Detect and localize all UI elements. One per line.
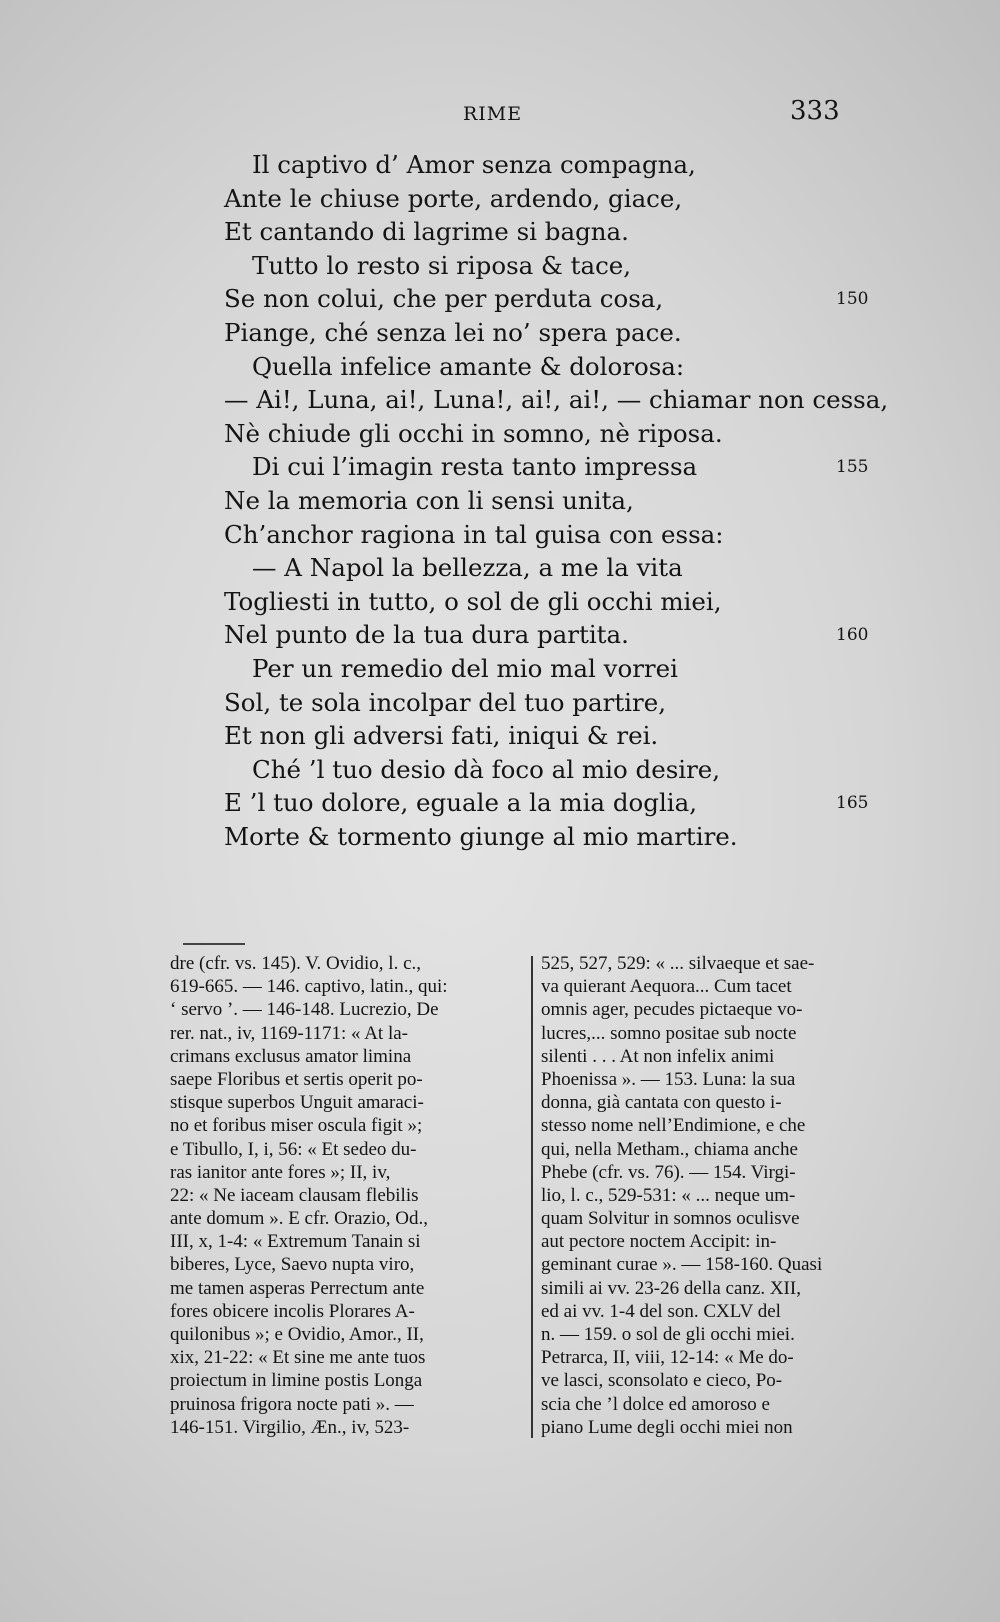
footnote-line: stisque superbos Unguit amaraci- [170,1092,424,1114]
footnote-line: Phoenissa ». — 153. Luna: la sua [541,1068,796,1090]
footnote-line: me tamen asperas Perrectum ante [170,1277,425,1299]
footnote-line: no et foribus miser oscula figit »; [170,1115,423,1137]
footnote-line: rer. nat., iv, 1169-1171: « At la- [170,1022,408,1044]
footnote-line: quilonibus »; e Ovidio, Amor., II, [170,1324,424,1345]
footnote-line: biberes, Lyce, Saevo nupta viro, [170,1254,415,1276]
footnote-line: geminant curae ». — 158-160. Quasi [541,1254,823,1276]
footnote-line: proiectum in limine postis Longa [170,1370,423,1392]
footnote-line: III, x, 1-4: « Extremum Tanain si [170,1231,421,1253]
footnote-line: quam Solvitur in somnos oculisve [541,1208,800,1230]
verse-line: Il captivo d’ Amor senza compagna, [252,150,696,179]
verse-line: E ’l tuo dolore, eguale a la mia doglia, [224,788,698,818]
verse-line: Piange, ché senza lei no’ spera pace. [224,318,682,347]
footnote-line: lio, l. c., 529-531: « ... neque um- [541,1184,796,1206]
footnote-line: ante domum ». E cfr. Orazio, Od., [170,1208,429,1230]
verse-line: Se non colui, che per perduta cosa, [224,284,664,314]
line-number: 160 [836,625,869,646]
footnote-line: simili ai vv. 23-26 della canz. XII, [541,1277,801,1299]
footnote-line: Phebe (cfr. vs. 76). — 154. Virgi- [541,1161,796,1183]
footnote-line: ve lasci, sconsolato e cieco, Po- [541,1370,783,1392]
verse-line: Ch’anchor ragiona in tal guisa con essa: [224,519,724,549]
footnote-line: scia che ’l dolce ed amoroso e [541,1393,770,1415]
footnote-line: ‘ servo ’. — 146-148. Lucrezio, De [170,999,439,1021]
footnote-line: ed ai vv. 1-4 del son. CXLV del [541,1300,781,1322]
footnote-line: aut pectore noctem Accipit: in- [541,1231,777,1253]
footnote-line: ras ianitor ante fores »; II, iv, [170,1161,391,1183]
footnote-line: omnis ager, pecudes pictaeque vo- [541,999,803,1021]
line-number: 165 [836,793,869,814]
footnote-line: Petrarca, II, viii, 12-14: « Me do- [541,1347,794,1369]
footnotes-left-column [170,952,515,1439]
footnote-line: silenti . . . At non infelix animi [541,1045,775,1067]
verse-line: Tutto lo resto si riposa & tace, [252,250,632,280]
footnote-line: e Tibullo, I, i, 56: « Et sedeo du- [170,1138,417,1160]
footnote-line: dre (cfr. vs. 145). V. Ovidio, l. c., [170,953,422,974]
footnote-line: 525, 527, 529: « ... silvaeque et sae- [541,953,815,974]
footnote-line: lucres,... somno positae sub nocte [541,1022,797,1044]
footnote-column-divider [531,956,533,1438]
verse-line: Et cantando di lagrime si bagna. [224,217,629,247]
verse-line: Quella infelice amante & dolorosa: [252,351,685,381]
footnote-line: saepe Floribus et sertis operit po- [170,1068,423,1090]
footnote-line: xix, 21-22: « Et sine me ante tuos [170,1347,426,1369]
footnote-rule [183,943,245,945]
footnote-line: fores obicere incolis Plorares A- [170,1300,415,1322]
verse-line: — A Napol la bellezza, a me la vita [252,553,683,583]
verse-line: Ne la memoria con li sensi unita, [224,486,634,515]
footnote-line: 619-665. — 146. captivo, latin., qui: [170,976,448,998]
footnotes-right-column [541,952,907,1439]
verse-line: Togliesti in tutto, o sol de gli occhi miei, [224,586,722,616]
footnote-line: pruinosa frigora nocte pati ». — [170,1393,414,1415]
footnote-line: n. — 159. o sol de gli occhi miei. [541,1324,795,1345]
verse-line: Morte & tormento giunge al mio martire. [224,822,738,851]
verse-line: Ché ’l tuo desio dà foco al mio desire, [252,754,721,784]
footnote-line: donna, già cantata con questo i- [541,1092,782,1114]
verse-line: Di cui l’imagin resta tanto impressa [252,452,698,482]
line-number: 155 [836,457,869,478]
footnote-line: piano Lume degli occhi miei non [541,1416,793,1438]
verse-line: Nel punto de la tua dura partita. [224,620,629,650]
footnote-line: va quierant Aequora... Cum tacet [541,976,792,998]
page-number: 333 [790,96,840,126]
verse-line: Sol, te sola incolpar del tuo partire, [224,687,666,717]
footnote-line: stesso nome nell’Endimione, e che [541,1115,806,1137]
verse-line: Nè chiude gli occhi in somno, nè riposa. [224,418,723,448]
footnote-line: 146-151. Virgilio, Æn., iv, 523- [170,1416,410,1438]
footnote-line: 22: « Ne iaceam clausam flebilis [170,1184,419,1206]
footnote-line: crimans exclusus amator limina [170,1045,412,1067]
verse-line: Ante le chiuse porte, ardendo, giace, [224,183,683,213]
running-title: RIME [463,103,523,125]
verse-line: Per un remedio del mio mal vorrei [252,654,678,683]
footnote-line: qui, nella Metham., chiama anche [541,1138,798,1160]
verse-line: — Ai!, Luna, ai!, Luna!, ai!, ai!, — chiamar non cessa, [224,385,889,415]
line-number: 150 [836,289,869,310]
verse-line: Et non gli adversi fati, iniqui & rei. [224,721,659,751]
